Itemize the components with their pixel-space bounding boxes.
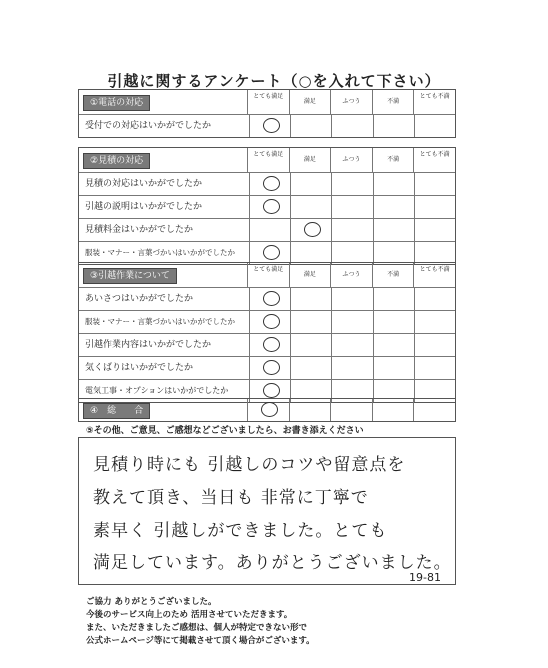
answer-cell[interactable] bbox=[291, 242, 332, 264]
scale-header: とても不満 bbox=[419, 151, 450, 158]
answer-cell[interactable] bbox=[415, 311, 455, 333]
answer-cell[interactable] bbox=[250, 219, 291, 241]
reference-code: 19-81 bbox=[409, 571, 441, 584]
answer-cell[interactable] bbox=[415, 357, 455, 379]
answer-cell[interactable] bbox=[250, 173, 291, 195]
answer-cell[interactable] bbox=[332, 219, 373, 241]
handwritten-line: 満足しています。ありがとうございました。 bbox=[93, 553, 452, 573]
answer-cell[interactable] bbox=[374, 173, 415, 195]
answer-cell[interactable] bbox=[291, 334, 332, 356]
answer-cell[interactable] bbox=[415, 242, 455, 264]
scale-header: 満足 bbox=[290, 263, 332, 287]
question-text: 見積の対応はいかがでしたか bbox=[79, 173, 250, 195]
answer-cell[interactable] bbox=[291, 288, 332, 310]
answer-cell[interactable] bbox=[374, 288, 415, 310]
footer-line: 公式ホームページ等にて掲載させて頂く場合がございます。 bbox=[86, 636, 315, 646]
answer-cell[interactable] bbox=[250, 242, 291, 264]
footer-line: また、いただきましたご感想は、個人が特定できない形で bbox=[86, 623, 308, 633]
section-overall bbox=[78, 398, 456, 422]
question-text: 服装・マナー・言葉づかいはいかがでしたか bbox=[79, 311, 250, 333]
scale-header: ふつう bbox=[331, 90, 373, 114]
answer-cell[interactable] bbox=[415, 196, 455, 218]
answer-cell[interactable] bbox=[291, 115, 332, 137]
answer-cell[interactable] bbox=[374, 115, 415, 137]
scale-header: とても不満 bbox=[419, 266, 450, 273]
answer-cell[interactable] bbox=[415, 288, 455, 310]
section-heading: ④ 総 合 bbox=[83, 403, 150, 419]
question-text: 電気工事・オプションはいかがでしたか bbox=[79, 380, 250, 402]
answer-cell[interactable] bbox=[250, 357, 291, 379]
scale-header: 満足 bbox=[290, 90, 332, 114]
scale-header: とても満足 bbox=[248, 148, 290, 172]
answer-cell[interactable] bbox=[291, 173, 332, 195]
survey-title: 引越に関するアンケート（○を入れて下さい） bbox=[107, 72, 441, 90]
handwritten-line: 見積り時にも 引越しのコツや留意点を bbox=[93, 455, 406, 475]
answer-circle bbox=[263, 383, 280, 398]
question-text: 気くばりはいかがでしたか bbox=[79, 357, 250, 379]
answer-cell[interactable] bbox=[415, 219, 455, 241]
answer-circle bbox=[263, 176, 280, 191]
answer-circle bbox=[263, 314, 280, 329]
section-heading: ②見積の対応 bbox=[83, 153, 150, 169]
answer-cell[interactable] bbox=[291, 196, 332, 218]
answer-cell[interactable] bbox=[332, 242, 373, 264]
question-text: 引越作業内容はいかがでしたか bbox=[79, 334, 250, 356]
section-heading: ③引越作業について bbox=[83, 268, 177, 284]
answer-cell[interactable] bbox=[250, 288, 291, 310]
scale-header: 満足 bbox=[290, 148, 332, 172]
question-row bbox=[79, 333, 455, 356]
answer-cell[interactable] bbox=[374, 219, 415, 241]
section-estimate bbox=[78, 147, 456, 265]
answer-cell[interactable] bbox=[250, 196, 291, 218]
question-row bbox=[79, 241, 455, 264]
answer-circle bbox=[304, 222, 321, 237]
question-row bbox=[79, 114, 455, 137]
section-phone bbox=[78, 89, 456, 138]
answer-cell[interactable] bbox=[415, 115, 455, 137]
question-row bbox=[79, 218, 455, 241]
answer-circle bbox=[263, 337, 280, 352]
answer-cell[interactable] bbox=[250, 334, 291, 356]
question-row bbox=[79, 287, 455, 310]
answer-circle bbox=[263, 199, 280, 214]
scale-header: とても満足 bbox=[248, 263, 290, 287]
answer-cell[interactable] bbox=[291, 311, 332, 333]
answer-cell[interactable] bbox=[291, 219, 332, 241]
scale-header: とても満足 bbox=[248, 90, 290, 114]
answer-circle bbox=[263, 118, 280, 133]
answer-cell[interactable] bbox=[250, 115, 291, 137]
answer-circle bbox=[263, 245, 280, 260]
answer-cell[interactable] bbox=[415, 173, 455, 195]
answer-cell[interactable] bbox=[331, 399, 373, 421]
answer-cell[interactable] bbox=[374, 357, 415, 379]
scale-header: ふつう bbox=[331, 263, 373, 287]
answer-cell[interactable] bbox=[373, 399, 415, 421]
answer-cell[interactable] bbox=[374, 311, 415, 333]
answer-cell[interactable] bbox=[332, 357, 373, 379]
answer-cell[interactable] bbox=[332, 196, 373, 218]
answer-cell[interactable] bbox=[332, 173, 373, 195]
answer-cell[interactable] bbox=[250, 311, 291, 333]
answer-circle bbox=[263, 360, 280, 375]
answer-cell[interactable] bbox=[374, 334, 415, 356]
answer-cell[interactable] bbox=[415, 334, 455, 356]
notes-label: ⑤その他、ご意見、ご感想などございましたら、お書き添えください bbox=[86, 426, 364, 436]
question-row bbox=[79, 356, 455, 379]
question-row bbox=[79, 195, 455, 218]
footer-line: ご協力 ありがとうございました。 bbox=[86, 597, 217, 607]
scale-header: とても不満 bbox=[419, 93, 450, 100]
answer-cell[interactable] bbox=[374, 196, 415, 218]
scale-header: 不満 bbox=[373, 148, 415, 172]
answer-cell[interactable] bbox=[291, 357, 332, 379]
question-text: 受付での対応はいかがでしたか bbox=[79, 115, 250, 137]
answer-cell[interactable] bbox=[332, 311, 373, 333]
answer-cell[interactable] bbox=[332, 115, 373, 137]
answer-circle bbox=[263, 291, 280, 306]
answer-cell[interactable] bbox=[248, 399, 290, 421]
scale-header: 不満 bbox=[373, 90, 415, 114]
question-text: 服装・マナー・言葉づかいはいかがでしたか bbox=[79, 242, 250, 264]
question-text: あいさつはいかがでしたか bbox=[79, 288, 250, 310]
question-row bbox=[79, 172, 455, 195]
handwritten-line: 素早く 引越しができました。とても bbox=[93, 521, 388, 541]
answer-cell[interactable] bbox=[414, 399, 455, 421]
question-text: 引越の説明はいかがでしたか bbox=[79, 196, 250, 218]
question-row bbox=[79, 310, 455, 333]
scale-header: 不満 bbox=[373, 263, 415, 287]
question-text: 見積料金はいかがでしたか bbox=[79, 219, 250, 241]
answer-cell[interactable] bbox=[332, 334, 373, 356]
answer-circle bbox=[261, 402, 278, 417]
answer-cell[interactable] bbox=[290, 399, 332, 421]
answer-cell[interactable] bbox=[332, 288, 373, 310]
scale-header: ふつう bbox=[331, 148, 373, 172]
answer-cell[interactable] bbox=[374, 242, 415, 264]
section-moving-work bbox=[78, 262, 456, 403]
section-heading: ①電話の対応 bbox=[83, 95, 150, 111]
footer-line: 今後のサービス向上のため 活用させていただきます。 bbox=[86, 610, 293, 620]
handwritten-line: 教えて頂き、当日も 非常に丁寧で bbox=[93, 488, 369, 508]
comments-box[interactable] bbox=[78, 437, 456, 585]
